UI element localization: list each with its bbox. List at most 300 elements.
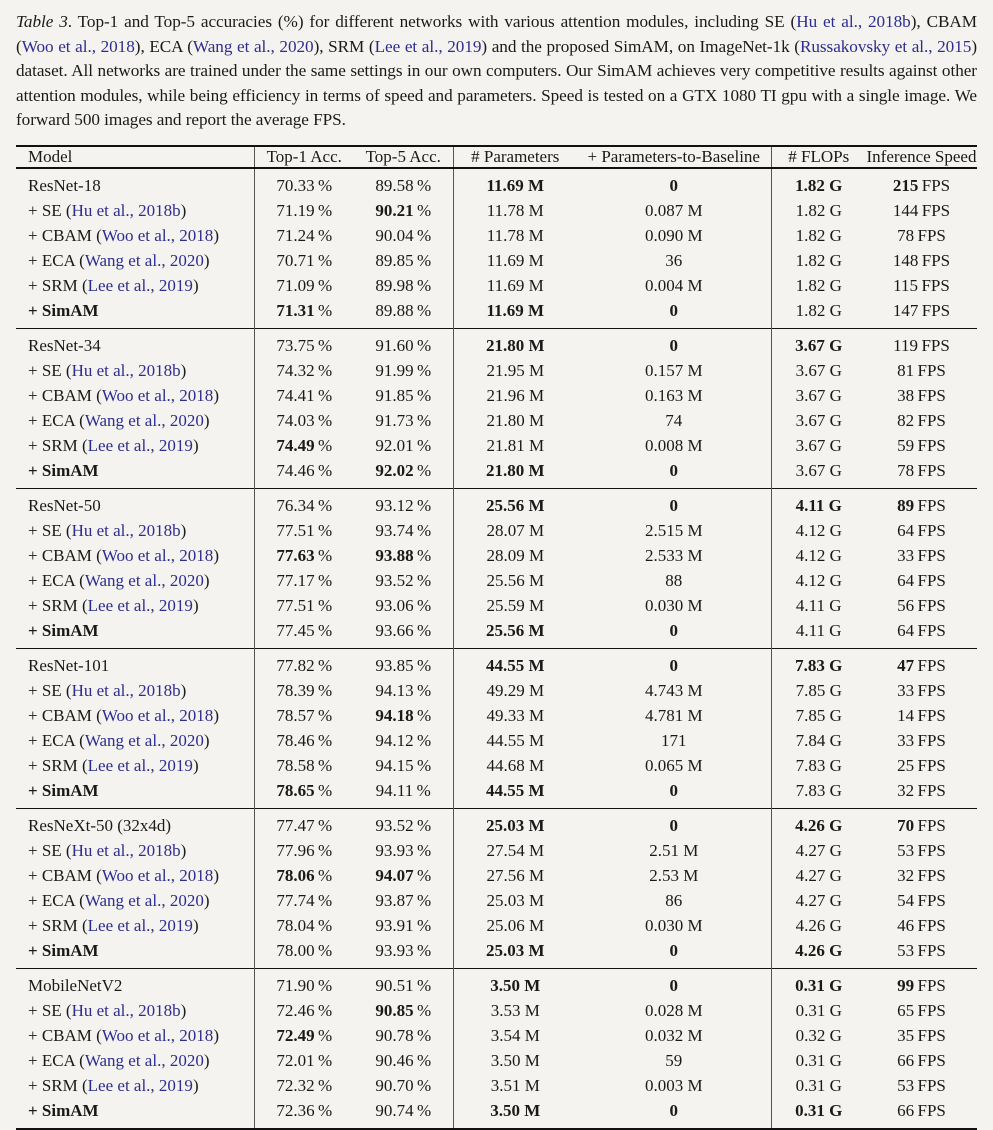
- cell-parameters-to-baseline: [577, 168, 771, 199]
- value: 72.01: [276, 1050, 315, 1070]
- cell-model: [16, 248, 254, 273]
- unit: %: [314, 780, 333, 800]
- table-row: [16, 273, 977, 298]
- cell-parameters-to-baseline: [577, 998, 771, 1023]
- value: 215: [892, 175, 919, 195]
- value: 119: [893, 335, 919, 355]
- value: 0.030 M: [644, 915, 703, 935]
- cell-model: [16, 938, 254, 968]
- caption-text: ), CBAM (: [16, 12, 978, 56]
- cell-parameters: [453, 1048, 577, 1073]
- value: 4.743 M: [644, 680, 703, 700]
- cell-parameters-to-baseline: [577, 433, 771, 458]
- value: 28.09 M: [486, 545, 545, 565]
- unit: %: [314, 360, 333, 380]
- cell-top1-acc: [254, 998, 354, 1023]
- value: 0.090 M: [644, 225, 703, 245]
- value: 92.01: [375, 435, 414, 455]
- model-name-tail: ): [203, 410, 210, 430]
- value: 4.12 G: [795, 520, 842, 540]
- model-name: + CBAM (: [28, 705, 102, 725]
- unit: %: [314, 655, 333, 675]
- unit: %: [314, 865, 333, 885]
- cell-model: [16, 1073, 254, 1098]
- model-citation[interactable]: Woo et al., 2018: [101, 225, 214, 245]
- unit: FPS: [914, 815, 946, 835]
- cell-model: [16, 863, 254, 888]
- cell-inference-speed: [866, 808, 977, 838]
- value: 86: [665, 890, 683, 910]
- col-header-parameters-to-baseline: + Parameters-to-Baseline: [587, 146, 760, 166]
- cell-parameters-to-baseline: [577, 728, 771, 753]
- cell-inference-speed: [866, 703, 977, 728]
- cell-parameters: [453, 488, 577, 518]
- cell-top1-acc: [254, 703, 354, 728]
- cell-parameters: [453, 458, 577, 488]
- cell-inference-speed: [866, 968, 977, 998]
- value: 7.84 G: [795, 730, 842, 750]
- cell-parameters-to-baseline: [577, 678, 771, 703]
- value: 4.11 G: [795, 595, 842, 615]
- cell-model: [16, 223, 254, 248]
- cell-model: [16, 383, 254, 408]
- cell-flops: [771, 808, 866, 838]
- cell-inference-speed: [866, 998, 977, 1023]
- unit: %: [413, 1000, 432, 1020]
- cell-parameters-to-baseline: [577, 248, 771, 273]
- value: 93.93: [375, 940, 414, 960]
- value: 0.032 M: [644, 1025, 703, 1045]
- cell-top5-acc: [354, 1098, 453, 1129]
- cell-parameters: [453, 678, 577, 703]
- value: 72.32: [276, 1075, 315, 1095]
- cell-inference-speed: [866, 458, 977, 488]
- value: 78.65: [276, 780, 315, 800]
- value: 25.56 M: [485, 495, 545, 515]
- cell-inference-speed: [866, 408, 977, 433]
- model-citation[interactable]: Woo et al., 2018: [101, 385, 214, 405]
- model-citation[interactable]: Hu et al., 2018b: [71, 520, 181, 540]
- unit: %: [314, 175, 333, 195]
- value: 0.008 M: [644, 435, 703, 455]
- value: 3.53 M: [490, 1000, 540, 1020]
- unit: %: [314, 730, 333, 750]
- cell-flops: [771, 618, 866, 648]
- cell-parameters-to-baseline: [577, 863, 771, 888]
- value: 93.93: [375, 840, 414, 860]
- model-name-tail: ): [203, 570, 210, 590]
- value: 3.51 M: [490, 1075, 540, 1095]
- value: 25.03 M: [485, 815, 545, 835]
- unit: %: [314, 620, 333, 640]
- unit: %: [413, 865, 432, 885]
- cell-model: [16, 568, 254, 593]
- model-citation[interactable]: Lee et al., 2019: [87, 275, 193, 295]
- value: 90.85: [375, 1000, 414, 1020]
- value: 78.58: [276, 755, 315, 775]
- model-name-tail: ): [213, 545, 219, 565]
- model-citation[interactable]: Woo et al., 2018: [101, 865, 214, 885]
- cell-top5-acc: [354, 358, 453, 383]
- model-citation[interactable]: Wang et al., 2020: [84, 890, 204, 910]
- unit: FPS: [914, 755, 946, 775]
- cell-flops: [771, 198, 866, 223]
- unit: %: [314, 915, 333, 935]
- cell-parameters: [453, 728, 577, 753]
- model-citation[interactable]: Woo et al., 2018: [101, 1025, 214, 1045]
- unit: FPS: [914, 655, 946, 675]
- model-citation[interactable]: Woo et al., 2018: [101, 545, 214, 565]
- value: 74.03: [276, 410, 315, 430]
- value: 56: [897, 595, 915, 615]
- value: 93.91: [375, 915, 414, 935]
- cell-parameters: [453, 888, 577, 913]
- model-citation[interactable]: Hu et al., 2018b: [71, 200, 181, 220]
- table-row: [16, 1023, 977, 1048]
- cell-parameters: [453, 273, 577, 298]
- cell-top1-acc: [254, 938, 354, 968]
- cell-inference-speed: [866, 618, 977, 648]
- model-citation[interactable]: Wang et al., 2020: [84, 250, 204, 270]
- model-name-tail: ): [213, 705, 219, 725]
- value: 77.51: [276, 595, 315, 615]
- unit: %: [413, 1100, 432, 1120]
- value: 21.81 M: [486, 435, 545, 455]
- unit: FPS: [914, 975, 946, 995]
- table-body: [16, 168, 977, 1129]
- value: 11.69 M: [486, 250, 544, 270]
- unit: %: [413, 275, 432, 295]
- cell-inference-speed: [866, 888, 977, 913]
- cell-top1-acc: [254, 198, 354, 223]
- table-caption: [16, 10, 977, 133]
- cell-top1-acc: [254, 458, 354, 488]
- value: 3.50 M: [490, 1100, 541, 1120]
- cell-parameters-to-baseline: [577, 808, 771, 838]
- value: 25.03 M: [486, 890, 545, 910]
- value: 99: [897, 975, 915, 995]
- unit: FPS: [914, 495, 946, 515]
- value: 77.82: [276, 655, 315, 675]
- cell-parameters: [453, 223, 577, 248]
- cell-parameters-to-baseline: [577, 198, 771, 223]
- table-row: [16, 838, 977, 863]
- value: 89: [897, 495, 915, 515]
- model-name-tail: ): [203, 730, 210, 750]
- value: 0: [669, 460, 678, 480]
- caption-citation[interactable]: Russakovsky et al., 2015: [799, 36, 972, 56]
- cell-inference-speed: [866, 328, 977, 358]
- cell-flops: [771, 728, 866, 753]
- model-name: + SE (: [28, 520, 72, 540]
- cell-top1-acc: [254, 863, 354, 888]
- value: 94.11: [375, 780, 414, 800]
- cell-inference-speed: [866, 383, 977, 408]
- unit: %: [413, 385, 432, 405]
- model-name-tail: ): [192, 595, 199, 615]
- model-citation[interactable]: Lee et al., 2019: [87, 1075, 193, 1095]
- model-citation[interactable]: Lee et al., 2019: [87, 435, 193, 455]
- value: 92.02: [375, 460, 414, 480]
- cell-top1-acc: [254, 913, 354, 938]
- value: 0: [669, 495, 678, 515]
- cell-model: [16, 728, 254, 753]
- cell-model: [16, 358, 254, 383]
- cell-model: [16, 298, 254, 328]
- value: 93.88: [375, 545, 414, 565]
- caption-citation[interactable]: Lee et al., 2019: [374, 36, 482, 56]
- cell-parameters: [453, 1098, 577, 1129]
- cell-parameters-to-baseline: [577, 593, 771, 618]
- model-citation[interactable]: Wang et al., 2020: [84, 570, 204, 590]
- value: 90.51: [375, 975, 414, 995]
- value: 1.82 G: [795, 225, 842, 245]
- unit: %: [413, 655, 432, 675]
- unit: FPS: [914, 360, 946, 380]
- value: 91.60: [375, 335, 414, 355]
- value: 77.63: [276, 545, 315, 565]
- caption-citation[interactable]: Hu et al., 2018b: [796, 12, 911, 31]
- model-citation[interactable]: Lee et al., 2019: [87, 755, 193, 775]
- unit: FPS: [914, 570, 946, 590]
- col-header-model: Model: [28, 146, 73, 166]
- value: 11.69 M: [486, 300, 545, 320]
- model-citation[interactable]: Hu et al., 2018b: [71, 1000, 181, 1020]
- value: 94.15: [375, 755, 414, 775]
- table-header-row: [16, 146, 977, 168]
- value: 0.31 G: [795, 975, 843, 995]
- model-citation[interactable]: Woo et al., 2018: [101, 705, 214, 725]
- value: 0.087 M: [644, 200, 703, 220]
- value: 74.41: [276, 385, 315, 405]
- cell-model: [16, 648, 254, 678]
- unit: FPS: [914, 890, 946, 910]
- table-row: [16, 383, 977, 408]
- cell-inference-speed: [866, 1098, 977, 1129]
- unit: %: [314, 460, 333, 480]
- caption-citation[interactable]: Woo et al., 2018: [21, 36, 135, 56]
- unit: %: [314, 1025, 333, 1045]
- unit: %: [413, 730, 432, 750]
- model-name-tail: ): [180, 200, 187, 220]
- value: 53: [897, 840, 915, 860]
- model-name-tail: ): [180, 680, 187, 700]
- cell-flops: [771, 488, 866, 518]
- table-row: [16, 1048, 977, 1073]
- cell-top5-acc: [354, 998, 453, 1023]
- table-row: [16, 543, 977, 568]
- model-citation[interactable]: Lee et al., 2019: [87, 915, 193, 935]
- table-row: [16, 568, 977, 593]
- caption-text: . Top-1 and Top-5 accuracies (%) for different networks with various attention modules, including SE (: [67, 12, 797, 31]
- value: 2.51 M: [649, 840, 699, 860]
- value: 0.163 M: [644, 385, 703, 405]
- cell-top5-acc: [354, 808, 453, 838]
- value: 70.33: [276, 175, 315, 195]
- model-name: + SimAM: [28, 1100, 99, 1120]
- cell-flops: [771, 913, 866, 938]
- value: 4.12 G: [795, 545, 842, 565]
- value: 0: [669, 940, 678, 960]
- unit: %: [413, 915, 432, 935]
- cell-parameters: [453, 408, 577, 433]
- table-row: [16, 888, 977, 913]
- value: 93.85: [375, 655, 414, 675]
- model-name: + ECA (: [28, 250, 85, 270]
- value: 90.21: [375, 200, 414, 220]
- caption-citation[interactable]: Wang et al., 2020: [192, 36, 314, 56]
- unit: FPS: [914, 940, 946, 960]
- value: 1.82 G: [795, 300, 842, 320]
- cell-parameters: [453, 328, 577, 358]
- value: 4.26 G: [795, 940, 843, 960]
- unit: %: [314, 275, 333, 295]
- value: 90.70: [375, 1075, 414, 1095]
- cell-inference-speed: [866, 1073, 977, 1098]
- value: 0: [669, 335, 678, 355]
- cell-parameters: [453, 248, 577, 273]
- cell-inference-speed: [866, 223, 977, 248]
- model-citation[interactable]: Wang et al., 2020: [84, 1050, 204, 1070]
- unit: FPS: [914, 865, 946, 885]
- value: 33: [897, 545, 915, 565]
- table-row: [16, 728, 977, 753]
- cell-flops: [771, 888, 866, 913]
- cell-top1-acc: [254, 888, 354, 913]
- model-citation[interactable]: Hu et al., 2018b: [71, 680, 181, 700]
- cell-parameters: [453, 568, 577, 593]
- model-name: MobileNetV2: [28, 975, 123, 995]
- unit: FPS: [914, 1075, 946, 1095]
- value: 27.54 M: [486, 840, 545, 860]
- table-row: [16, 408, 977, 433]
- unit: FPS: [918, 300, 951, 320]
- model-citation[interactable]: Lee et al., 2019: [87, 595, 193, 615]
- value: 77.96: [276, 840, 315, 860]
- value: 4.27 G: [795, 890, 842, 910]
- cell-flops: [771, 678, 866, 703]
- value: 74.46: [276, 460, 315, 480]
- cell-top5-acc: [354, 863, 453, 888]
- model-name: + ECA (: [28, 570, 85, 590]
- cell-top5-acc: [354, 198, 453, 223]
- unit: %: [413, 460, 432, 480]
- value: 91.73: [375, 410, 414, 430]
- model-citation[interactable]: Wang et al., 2020: [84, 730, 204, 750]
- cell-inference-speed: [866, 1023, 977, 1048]
- value: 78: [897, 225, 915, 245]
- unit: %: [413, 435, 432, 455]
- cell-parameters: [453, 1023, 577, 1048]
- model-citation[interactable]: Hu et al., 2018b: [71, 360, 181, 380]
- model-name: + CBAM (: [28, 865, 102, 885]
- unit: FPS: [918, 175, 951, 195]
- value: 3.50 M: [490, 975, 541, 995]
- value: 93.12: [375, 495, 414, 515]
- unit: FPS: [914, 410, 946, 430]
- model-name-tail: ): [192, 915, 199, 935]
- value: 0.004 M: [644, 275, 703, 295]
- model-citation[interactable]: Hu et al., 2018b: [71, 840, 181, 860]
- value: 11.78 M: [486, 200, 544, 220]
- unit: FPS: [914, 435, 946, 455]
- cell-flops: [771, 328, 866, 358]
- cell-top5-acc: [354, 913, 453, 938]
- caption-text: ), ECA (: [134, 36, 193, 56]
- model-name: + SimAM: [28, 780, 99, 800]
- cell-parameters-to-baseline: [577, 358, 771, 383]
- cell-top1-acc: [254, 298, 354, 328]
- cell-inference-speed: [866, 913, 977, 938]
- cell-top1-acc: [254, 808, 354, 838]
- unit: %: [413, 200, 432, 220]
- cell-flops: [771, 518, 866, 543]
- unit: FPS: [914, 680, 946, 700]
- table-row: [16, 753, 977, 778]
- value: 49.33 M: [486, 705, 545, 725]
- cell-top5-acc: [354, 838, 453, 863]
- model-name-tail: ): [203, 890, 210, 910]
- cell-inference-speed: [866, 753, 977, 778]
- cell-inference-speed: [866, 358, 977, 383]
- value: 3.67 G: [795, 335, 843, 355]
- value: 72.49: [276, 1025, 315, 1045]
- value: 0: [669, 1100, 678, 1120]
- value: 0: [669, 655, 678, 675]
- cell-inference-speed: [866, 488, 977, 518]
- unit: %: [413, 780, 431, 800]
- value: 4.26 G: [795, 815, 843, 835]
- unit: %: [314, 680, 333, 700]
- value: 4.11 G: [795, 495, 842, 515]
- unit: %: [314, 200, 333, 220]
- unit: %: [413, 495, 432, 515]
- unit: %: [413, 250, 432, 270]
- cell-top5-acc: [354, 543, 453, 568]
- table-row: [16, 778, 977, 808]
- unit: FPS: [914, 620, 946, 640]
- model-name: + ECA (: [28, 410, 85, 430]
- table-row: [16, 998, 977, 1023]
- table-row: [16, 168, 977, 199]
- col-header-top1: Top-1 Acc.: [254, 146, 354, 168]
- value: 59: [897, 435, 915, 455]
- cell-top5-acc: [354, 938, 453, 968]
- cell-flops: [771, 968, 866, 998]
- cell-top5-acc: [354, 1023, 453, 1048]
- model-name: ResNet-50: [28, 495, 101, 515]
- col-header-flops: # FLOPs: [771, 146, 866, 168]
- unit: FPS: [914, 460, 946, 480]
- model-name: ResNet-101: [28, 655, 110, 675]
- unit: FPS: [914, 225, 946, 245]
- cell-flops: [771, 223, 866, 248]
- model-citation[interactable]: Wang et al., 2020: [84, 410, 204, 430]
- value: 32: [897, 865, 915, 885]
- unit: %: [314, 225, 333, 245]
- unit: FPS: [914, 840, 946, 860]
- cell-parameters: [453, 648, 577, 678]
- cell-model: [16, 543, 254, 568]
- cell-inference-speed: [866, 838, 977, 863]
- cell-parameters: [453, 168, 577, 199]
- table-row: [16, 198, 977, 223]
- value: 25.03 M: [485, 940, 545, 960]
- unit: %: [314, 495, 333, 515]
- cell-top1-acc: [254, 568, 354, 593]
- cell-flops: [771, 408, 866, 433]
- value: 93.52: [375, 570, 414, 590]
